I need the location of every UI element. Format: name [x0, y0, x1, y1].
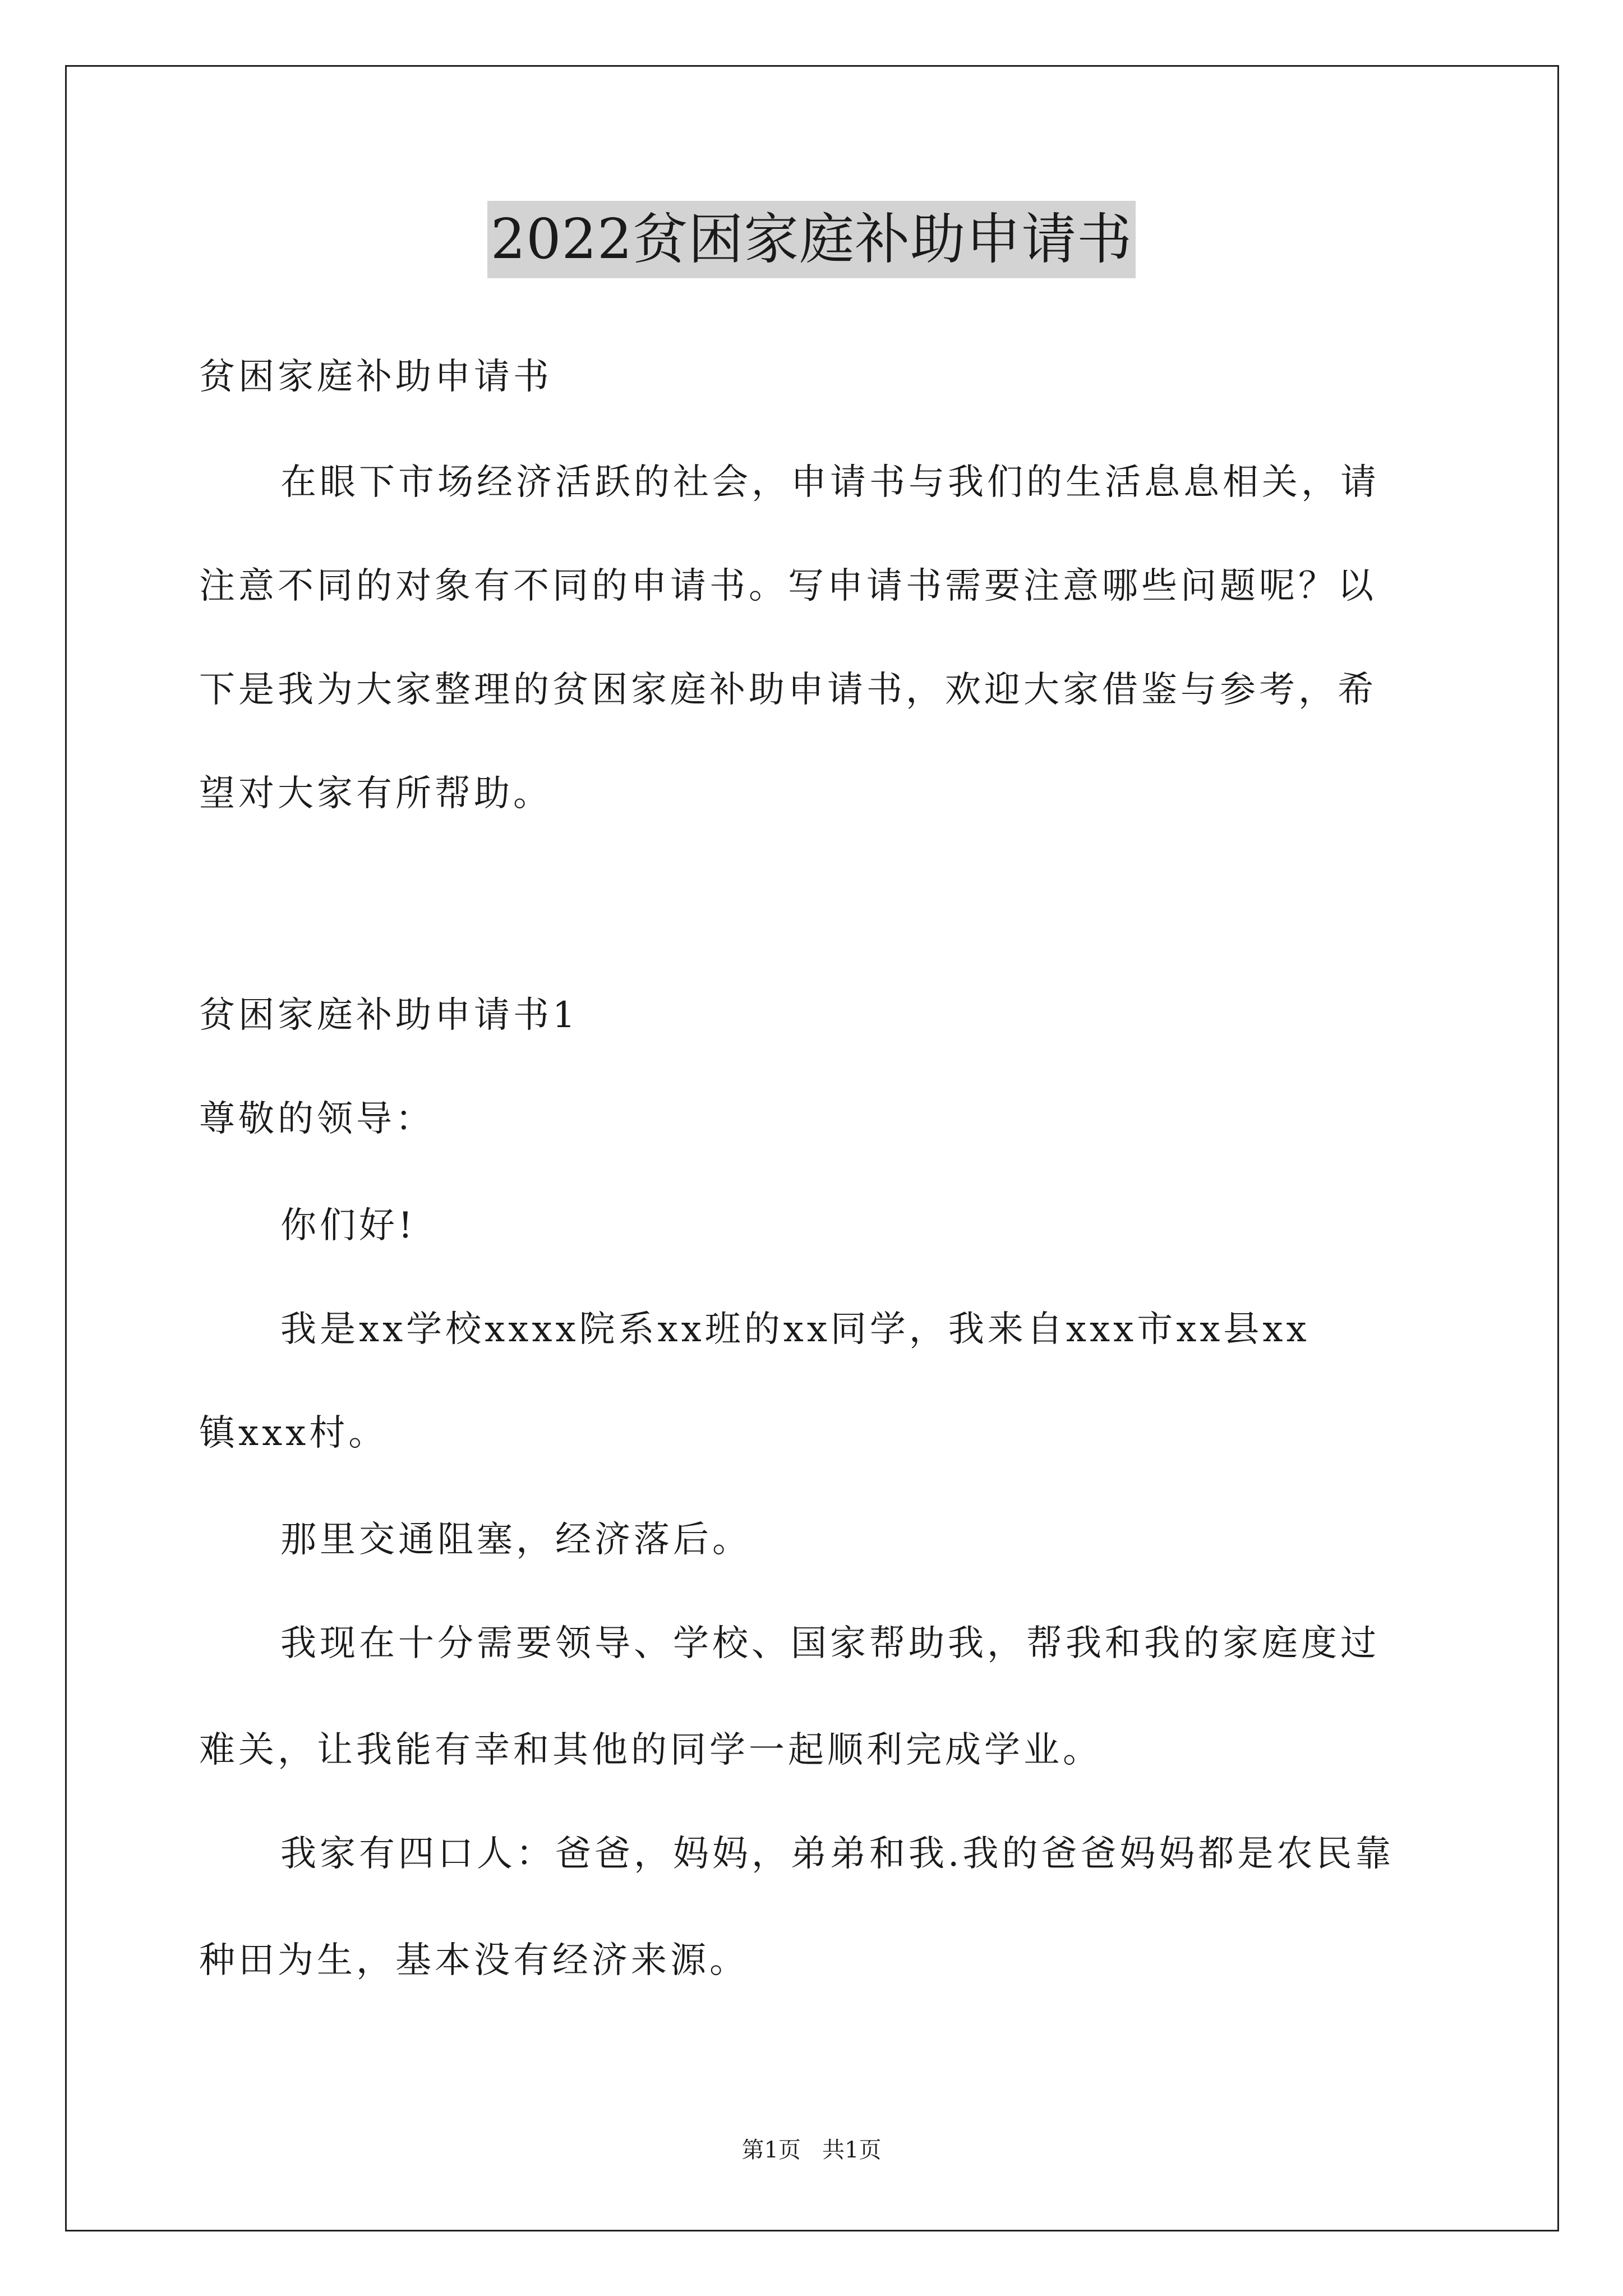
paragraph-1-line-2: 镇xxx村。 — [199, 1412, 388, 1454]
greeting: 你们好! — [280, 1205, 416, 1246]
intro-line-3: 下是我为大家整理的贫困家庭补助申请书，欢迎大家借鉴与参考，希 — [199, 669, 1377, 711]
intro-line-1: 在眼下市场经济活跃的社会，申请书与我们的生活息息相关，请 — [280, 462, 1380, 503]
paragraph-1-line-1: 我是xx学校xxxx院系xx班的xx同学，我来自xxx市xx县xx — [280, 1309, 1310, 1350]
paragraph-3-line-1: 我现在十分需要领导、学校、国家帮助我，帮我和我的家庭度过 — [280, 1623, 1380, 1664]
paragraph-4-line-1: 我家有四口人：爸爸，妈妈，弟弟和我.我的爸爸妈妈都是农民靠 — [280, 1833, 1395, 1875]
title-container — [0, 201, 1623, 278]
intro-line-2: 注意不同的对象有不同的申请书。写申请书需要注意哪些问题呢？以 — [199, 565, 1377, 607]
page-footer: 第1页 共1页 — [741, 2137, 882, 2163]
document-subtitle: 贫困家庭补助申请书 — [199, 356, 552, 398]
paragraph-4-line-2: 种田为生，基本没有经济来源。 — [199, 1940, 749, 1981]
salutation: 尊敬的领导： — [199, 1098, 435, 1140]
intro-line-4: 望对大家有所帮助。 — [199, 773, 552, 815]
document-title: 2022贫困家庭补助申请书 — [487, 201, 1136, 278]
paragraph-3-line-2: 难关，让我能有幸和其他的同学一起顺利完成学业。 — [199, 1729, 1102, 1771]
section-heading: 贫困家庭补助申请书1 — [199, 995, 579, 1036]
paragraph-2: 那里交通阻塞，经济落后。 — [280, 1519, 751, 1561]
